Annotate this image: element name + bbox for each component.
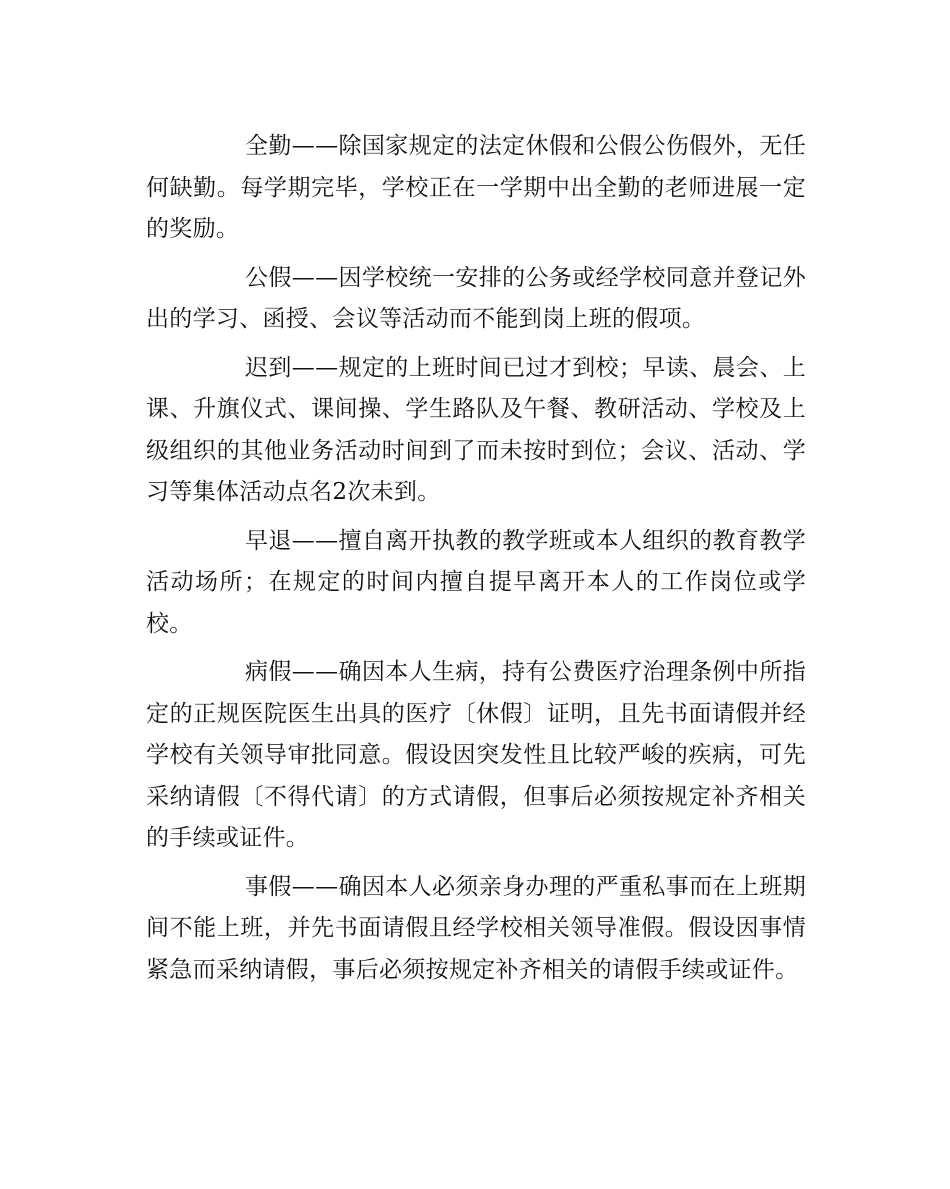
document-body [146,126,806,998]
paragraph-official-leave: 公假——因学校统一安排的公务或经学校同意并登记外出的学习、函授、会议等活动而不能到岗上班的假项。 [146,264,806,332]
paragraph-personal-leave: 事假——确因本人必须亲身办理的严重私事而在上班期间不能上班，并先书面请假且经学校相关领导准假。假设因事情紧急而采纳请假，事后必须按规定补齐相关的请假手续或证件。 [146,873,806,983]
paragraph-sick-leave: 病假——确因本人生病，持有公费医疗治理条例中所指定的正规医院医生出具的医疗〔休假〕证明，且先书面请假并经学校有关领导审批同意。假设因突发性且比较严峻的疾病，可先采纳请假〔不得代请〕的方式请假，但事后必须按规定补齐相关的手续或证件。 [146,659,806,851]
paragraph-full-attendance: 全勤——除国家规定的法定休假和公假公伤假外，无任何缺勤。每学期完毕，学校正在一学期中出全勤的老师进展一定的奖励。 [146,133,806,242]
paragraph-late-arrival: 迟到——规定的上班时间已过才到校；早读、晨会、上课、升旗仪式、课间操、学生路队及午餐、教研活动、学校及上级组织的其他业务活动时间到了而未按时到位；会议、活动、学习等集体活动点名2次未到。 [146,354,806,505]
paragraph-early-departure: 早退——擅自离开执教的教学班或本人组织的教育教学活动场所；在规定的时间内擅自提早离开本人的工作岗位或学校。 [146,527,806,637]
